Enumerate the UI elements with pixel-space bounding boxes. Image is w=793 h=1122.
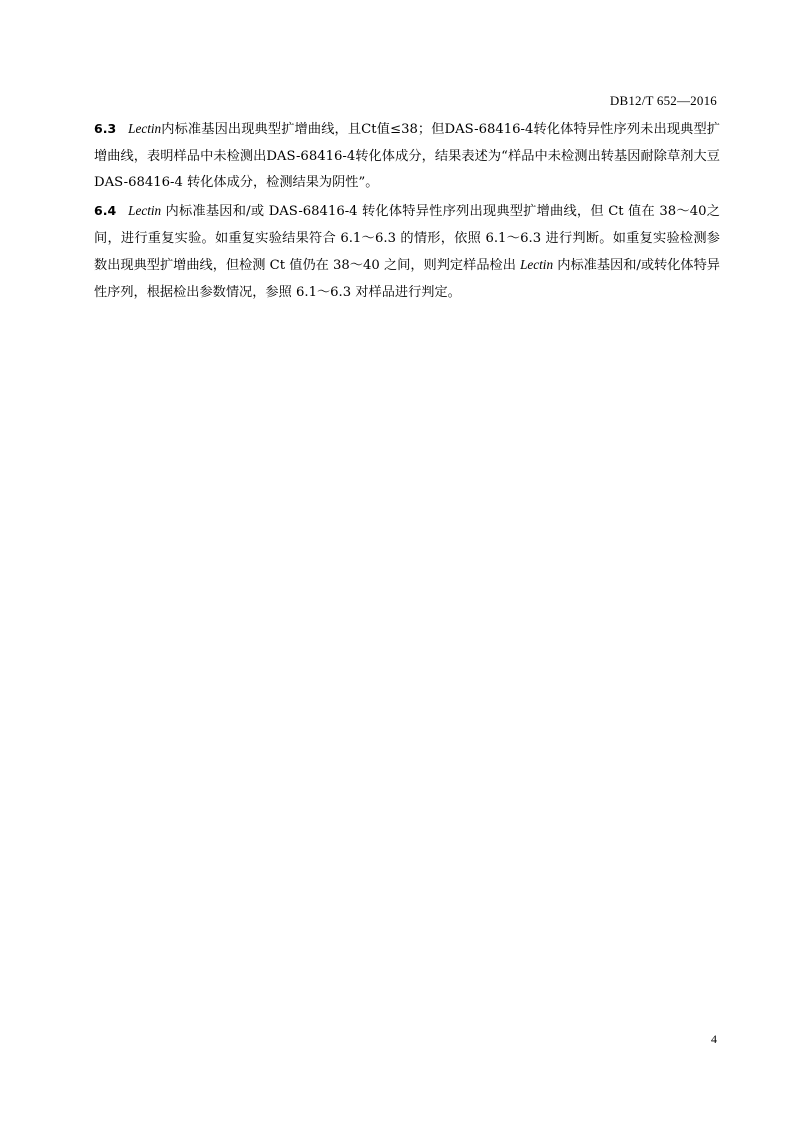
- clause-6-4: [94, 198, 720, 306]
- clause-text-term: Lectin: [520, 257, 554, 272]
- clause-text-term: Lectin: [128, 121, 162, 136]
- clause-number: 6.3: [94, 121, 117, 136]
- clause-text: 内标准基因和/或转化体特异性序列，根据检出参数情况，参照 6.1～6.3 对样品进行判定。: [94, 258, 720, 300]
- clause-number: 6.4: [94, 203, 117, 218]
- clause-6-3: [94, 116, 720, 197]
- clause-text: 内标准基因和/或 DAS-68416-4 转化体特异性序列出现典型扩增曲线，但 Ct 值在 38～40之间，进行重复实验。如重复实验结果符合 6.1～6.3 的情形，依照 6.1～6.3 进行判断。如重复实验检测参数出现典型扩增曲线，但检测 Ct 值仍在 38～40 之间，则判定样品检出: [94, 204, 720, 273]
- page-number: 4: [711, 1032, 717, 1046]
- standard-code-header: DB12/T 652—2016: [609, 93, 717, 108]
- clause-text-term: Lectin: [128, 203, 162, 218]
- clause-text: 内标准基因出现典型扩增曲线，且Ct值≤38；但DAS-68416-4转化体特异性序列未出现典型扩增曲线，表明样品中未检测出DAS-68416-4转化体成分，结果表述为“样品中未检测出转基因耐除草剂大豆DAS-68416-4 转化体成分，检测结果为阴性”。: [94, 122, 720, 190]
